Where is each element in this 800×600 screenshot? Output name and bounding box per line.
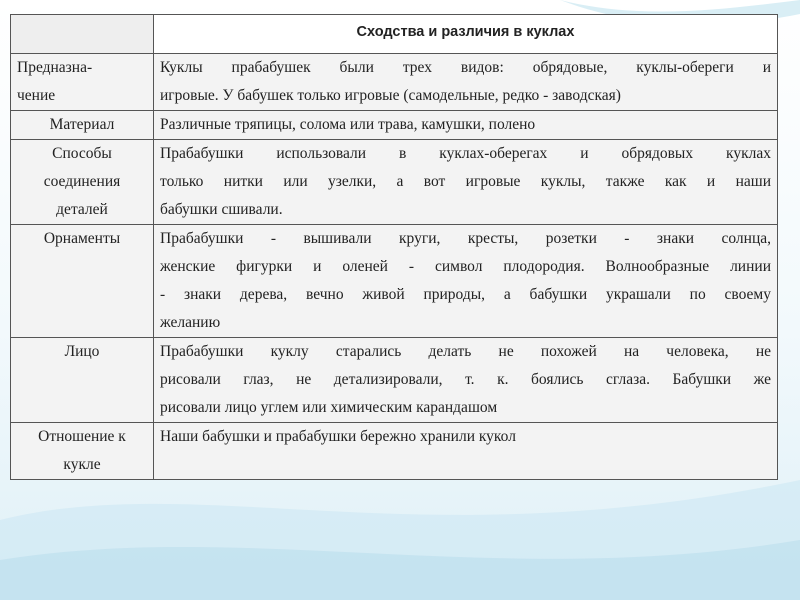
row-text: Прабабушки использовали в куклах-оберегах и обрядовых куклах только нитки или узелки, а вот игровые куклы, также как и наши бабушки сшивали. [154,140,778,225]
row-label: Способы соединения деталей [11,140,154,225]
table-title: Сходства и различия в куклах [154,15,778,54]
table-row [11,54,778,111]
table-row [11,338,778,423]
table-row [11,140,778,225]
header-blank-cell [11,15,154,54]
row-label: Лицо [11,338,154,423]
row-label: Предназна- чение [11,54,154,111]
row-label: Орнаменты [11,225,154,338]
row-label: Материал [11,111,154,140]
row-text: Прабабушки - вышивали круги, кресты, розетки - знаки солнца, женские фигурки и оленей - символ плодородия. Волнообразные линии - знаки дерева, вечно живой природы, а бабушки украшали по своему желанию [154,225,778,338]
comparison-table [10,14,778,480]
row-text: Различные тряпицы, солома или трава, камушки, полено [154,111,778,140]
row-text: Наши бабушки и прабабушки бережно хранили кукол [154,423,778,480]
row-text: Куклы прабабушек были трех видов: обрядовые, куклы-обереги и игровые. У бабушек только игровые (самодельные, редко - заводская) [154,54,778,111]
table-row [11,111,778,140]
row-text: Прабабушки куклу старались делать не похожей на человека, не рисовали глаз, не детализировали, т. к. боялись сглаза. Бабушки же рисовали лицо углем или химическим карандашом [154,338,778,423]
table-row [11,225,778,338]
table-row [11,423,778,480]
table-header-row [11,15,778,54]
row-label: Отношение к кукле [11,423,154,480]
